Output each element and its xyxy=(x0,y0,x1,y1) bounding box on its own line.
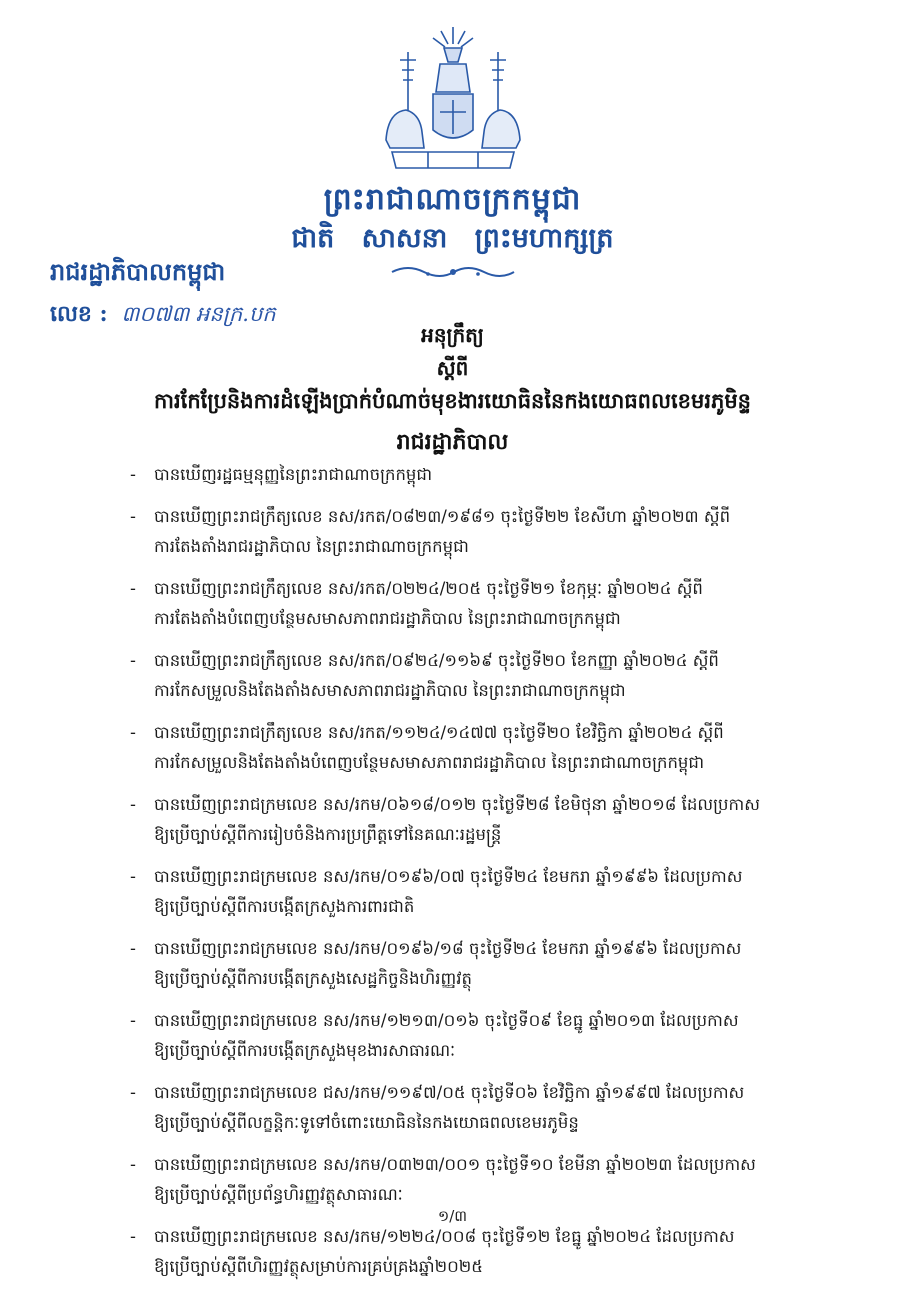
page-number: ១/៣ xyxy=(437,1207,468,1225)
royal-emblem-icon xyxy=(378,22,528,172)
list-item: - បានឃើញព្រះរាជក្រឹត្យលេខ នស/រកត/០៩២៤/១១៦៩ ចុះថ្ងៃទី២០ ខែកញ្ញា ឆ្នាំ២០២៤ ស្តីពី ការកែសម្រួលនិងតែងតាំងសមាសភាពរាជរដ្ឋាភិបាល នៃព្រះរាជាណាចក្រកម្ពុជា xyxy=(130,651,719,700)
list-item: - បានឃើញព្រះរាជក្រមលេខ ជស/រកម/១១៩៧/០៥ ចុះថ្ងៃទី០៦ ខែវិច្ឆិកា ឆ្នាំ១៩៩៧ ដែលប្រកាស ឱ្យប្រើច្បាប់ស្តីពីលក្ខន្តិកៈទូទៅចំពោះយោធិននៃកងយោធពលខេមរភូមិន្ទ xyxy=(130,1083,745,1132)
national-motto: ជាតិ សាសនា ព្រះមហាក្សត្រ xyxy=(291,223,614,254)
list-item: - បានឃើញព្រះរាជក្រមលេខ នស/រកម/០៦១៨/០១២ ចុះថ្ងៃទី២៨ ខែមិថុនា ឆ្នាំ២០១៨ ដែលប្រកាស ឱ្យប្រើច្បាប់ស្តីពីការរៀបចំនិងការប្រព្រឹត្តទៅនៃគណៈរដ្ឋមន្ត្រី xyxy=(130,795,760,844)
list-item: - បានឃើញព្រះរាជក្រមលេខ នស/រកម/១២១៣/០១៦ ចុះថ្ងៃទី០៩ ខែធ្នូ ឆ្នាំ២០១៣ ដែលប្រកាស ឱ្យប្រើច្បាប់ស្តីពីការបង្កើតក្រសួងមុខងារសាធារណៈ xyxy=(130,1011,739,1060)
preamble-clause-list xyxy=(130,460,820,1294)
kingdom-name: ព្រះរាជាណាចក្រកម្ពុជា xyxy=(323,182,582,217)
list-item: - បានឃើញរដ្ឋធម្មនុញ្ញនៃព្រះរាជាណាចក្រកម្ពុជា xyxy=(130,465,433,484)
document-type: អនុក្រឹត្យ xyxy=(421,323,484,347)
decorative-divider-icon xyxy=(388,262,518,282)
list-item: - បានឃើញព្រះរាជក្រឹត្យលេខ នស/រកត/០៨២៣/១៩៨១ ចុះថ្ងៃទី២២ ខែសីហា ឆ្នាំ២០២៣ ស្តីពី ការតែងតាំងរាជរដ្ឋាភិបាល នៃព្រះរាជាណាចក្រកម្ពុជា xyxy=(130,507,731,556)
issuing-authority: រាជរដ្ឋាភិបាល xyxy=(396,429,509,455)
reference-label: លេខ : xyxy=(50,301,108,327)
reference-handwritten-number: ៣០៧៣ អនក្រ.បក xyxy=(121,302,276,326)
list-item: - បានឃើញព្រះរាជក្រមលេខ នស/រកម/០៣២៣/០០១ ចុះថ្ងៃទី១០ ខែមីនា ឆ្នាំ២០២៣ ដែលប្រកាស ឱ្យប្រើច្បាប់ស្តីពីប្រព័ន្ធហិរញ្ញវត្ថុសាធារណៈ xyxy=(130,1155,756,1204)
list-item: - បានឃើញព្រះរាជក្រមលេខ នស/រកម/១២២៤/០០៨ ចុះថ្ងៃទី១២ ខែធ្នូ ឆ្នាំ២០២៤ ដែលប្រកាស ឱ្យប្រើច្បាប់ស្តីពីហិរញ្ញវត្ថុសម្រាប់ការគ្រប់គ្រងឆ្នាំ២០២៥ xyxy=(130,1227,735,1276)
document-subject: ការកែប្រែនិងការដំឡើងប្រាក់បំណាច់មុខងារយោធិននៃកងយោធពលខេមរភូមិន្ទ xyxy=(154,388,751,413)
list-item: - បានឃើញព្រះរាជក្រឹត្យលេខ នស/រកត/០២២៤/២០៥ ចុះថ្ងៃទី២១ ខែកុម្ភៈ ឆ្នាំ២០២៤ ស្តីពី ការតែងតាំងបំពេញបន្ថែមសមាសភាពរាជរដ្ឋាភិបាល នៃព្រះរាជាណាចក្រកម្ពុជា xyxy=(130,579,703,628)
document-about: ស្តីពី xyxy=(436,356,469,380)
list-item: - បានឃើញព្រះរាជក្រមលេខ នស/រកម/០១៩៦/០៧ ចុះថ្ងៃទី២៤ ខែមករា ឆ្នាំ១៩៩៦ ដែលប្រកាស ឱ្យប្រើច្បាប់ស្តីពីការបង្កើតក្រសួងការពារជាតិ xyxy=(130,867,743,916)
list-item: - បានឃើញព្រះរាជក្រមលេខ នស/រកម/០១៩៦/១៨ ចុះថ្ងៃទី២៤ ខែមករា ឆ្នាំ១៩៩៦ ដែលប្រកាស ឱ្យប្រើច្បាប់ស្តីពីការបង្កើតក្រសួងសេដ្ឋកិច្ចនិងហិរញ្ញវត្ថុ xyxy=(130,939,742,988)
list-item: - បានឃើញព្រះរាជក្រឹត្យលេខ នស/រកត/១១២៤/១៤៧៧ ចុះថ្ងៃទី២០ ខែវិច្ឆិកា ឆ្នាំ២០២៤ ស្តីពី ការកែសម្រួលនិងតែងតាំងបំពេញបន្ថែមសមាសភាពរាជរដ្ឋាភិបាល នៃព្រះរាជាណាចក្រកម្ពុជា xyxy=(130,723,724,772)
government-name: រាជរដ្ឋាភិបាលកម្ពុជា xyxy=(50,257,226,286)
